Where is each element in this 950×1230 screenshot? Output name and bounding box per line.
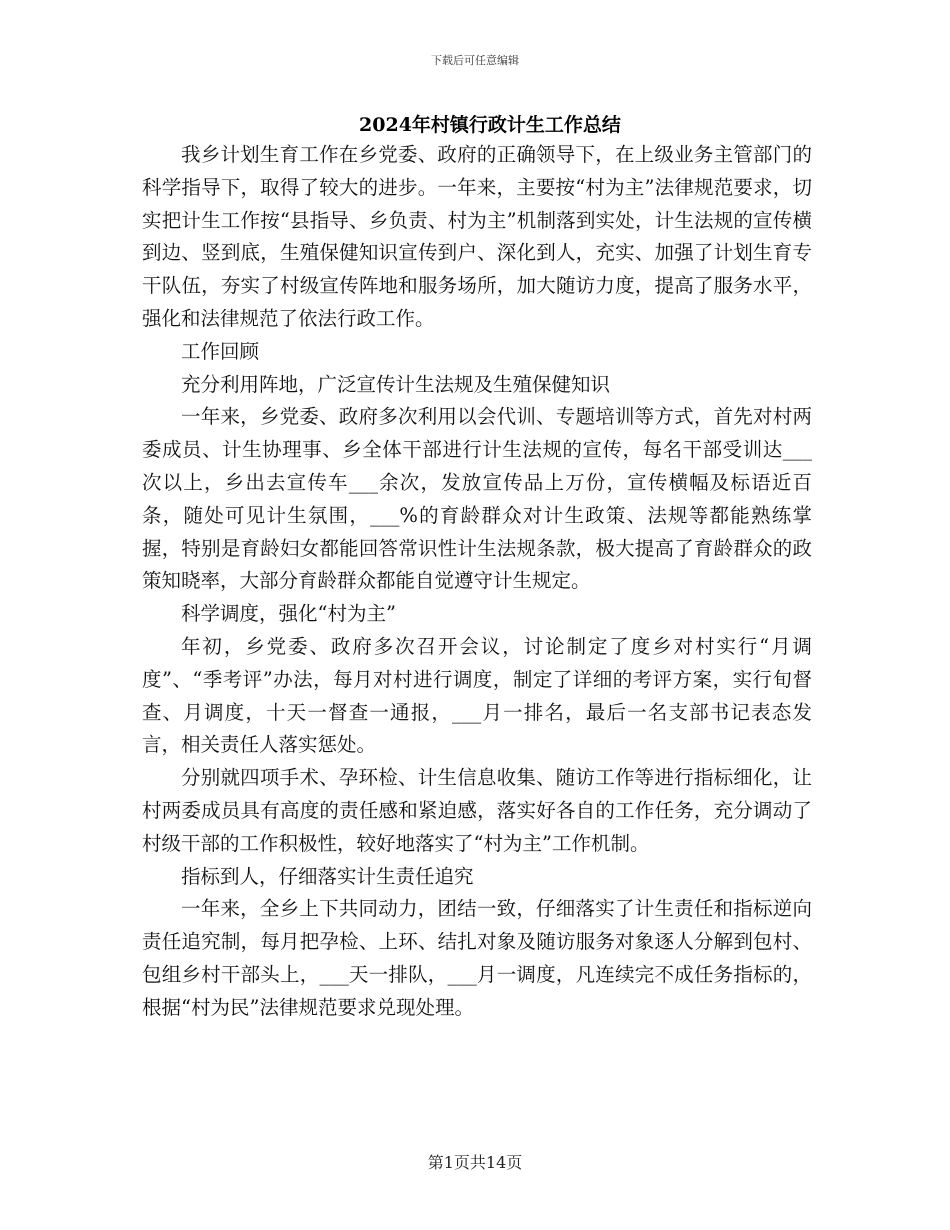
paragraph-intro: 我乡计划生育工作在乡党委、政府的正确领导下，在上级业务主管部门的科学指导下，取得了较大的进步。一年来，主要按“村为主”法律规范要求，切实把计生工作按“县指导、乡负责、村为主”机制落到实处，计生法规的宣传横到边、竖到底，生殖保健知识宣传到户、深化到人，充实、加强了计划生育专干队伍，夯实了村级宣传阵地和服务场所，加大随访力度，提高了服务水平，强化和法律规范了依法行政工作。 [142, 143, 812, 330]
subheading-publicity: 充分利用阵地，广泛宣传计生法规及生殖保健知识 [181, 372, 611, 396]
subheading-accountability: 指标到人，仔细落实计生责任追究 [181, 864, 474, 888]
document-title: 2024年村镇行政计生工作总结 [359, 114, 621, 136]
paragraph-scheduling: 年初，乡党委、政府多次召开会议，讨论制定了度乡对村实行“月调度”、“季考评”办法，每月对村进行调度，制定了详细的考评方案，实行旬督查、月调度，十天一督查一通报，___月一排名，最后一名支部书记表态发言，相关责任人落实惩处。 [142, 634, 812, 757]
page-number: 第1页共14页 [427, 1153, 523, 1172]
paragraph-publicity: 一年来，乡党委、政府多次利用以会代训、专题培训等方式，首先对村两委成员、计生协理事、乡全体干部进行计生法规的宣传，每名干部受训达___次以上，乡出去宣传车___余次，发放宣传品上万份，宣传横幅及标语近百条，随处可见计生氛围，___%的育龄群众对计生政策、法规等都能熟练掌握，特别是育龄妇女都能回答常识性计生法规条款，极大提高了育龄群众的政策知晓率，大部分育龄群众都能自觉遵守计生规定。 [142, 405, 812, 593]
paragraph-accountability: 一年来，全乡上下共同动力，团结一致，仔细落实了计生责任和指标逆向责任追究制，每月把孕检、上环、结扎对象及随访服务对象逐人分解到包村、包组乡村干部头上，___天一排队，___月一调度，凡连续完不成任务指标的，根据“村为民”法律规范要求兑现处理。 [142, 897, 812, 1019]
header-note: 下载后可任意编辑 [431, 54, 519, 67]
section-heading-review: 工作回顾 [181, 339, 260, 363]
paragraph-indicators: 分别就四项手术、孕环检、计生信息收集、随访工作等进行指标细化，让村两委成员具有高度的责任感和紧迫感，落实好各自的工作任务，充分调动了村级干部的工作积极性，较好地落实了“村为主”工作机制。 [142, 766, 812, 855]
subheading-scheduling: 科学调度，强化“村为主” [181, 602, 396, 626]
document-body [142, 139, 812, 1025]
